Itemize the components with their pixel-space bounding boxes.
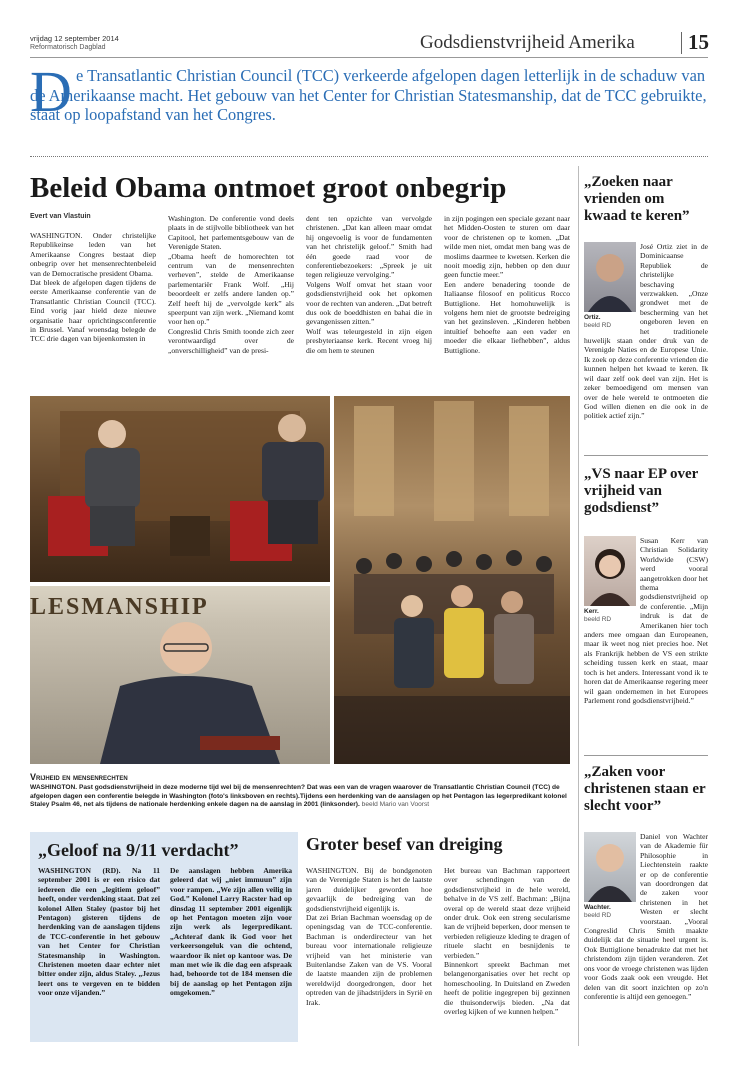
threat-headline: Groter besef van dreiging bbox=[306, 834, 503, 854]
sidebar-divider bbox=[578, 166, 579, 1046]
box-911-col2: De aanslagen hebben Amerika geleerd dat wij „niet immuun” zijn voor rampen. „We zijn allen veilig in God.” Kolonel Larry Racster had op dinsdag 11 september 2001 eigenlijk op het Pentagon moeten zijn voor zijn werk als legerpredikant. „Achteraf dank ik God voor het verkeersongeluk van die ochtend, waardoor ik niet op kantoor was. De man met wie ik die dag een afspraak had, behoorde tot de 184 mensen die bij de aanslag op het Pentagon zijn omgekomen.” bbox=[170, 866, 292, 998]
audience-illustration bbox=[334, 396, 570, 764]
kerr-credit: beeld RD bbox=[584, 616, 612, 623]
wachter-credit: beeld RD bbox=[584, 912, 612, 919]
threat-col2: Het bureau van Bachman rapporteert over schendingen van de godsdienstvrijheid in de hele wereld, behalve in de VS zelf. Bachman: „Bijna overal op de wereld staat deze vrijheid onder druk. Ook een streng secularisme kan de vrijheid beperken, door mensen te verbieden religieuze kleding te dragen of rituele slacht en besnijdenis te verbieden.” Binnenkort spreekt Bachman met belangenorganisaties over het recht op homeschooling. In Duitsland en Zweden heeft de politie ingegrepen bij gezinnen die thuisonderwijs bieden. „Na dat overleg kijken of we kunnen helpen.” bbox=[444, 866, 570, 1017]
section-title: Godsdienstvrijheid Amerika bbox=[420, 32, 635, 53]
caption-title: Vrijheid en mensenrechten bbox=[30, 772, 128, 782]
main-article-col3: dent ten opzichte van vervolgde christenen. „Dat kan alleen maar omdat hij ongevoelig is voor de fundamenten van het christelijk geloof.” Smith had één goede raad voor de conferentiebezoekers: „Spreek je uit tegen religieuze vervolging.” Volgens Wolf omvat het staan voor godsdienstvrijheid ook het opkomen voor de rechten van anderen. „Dat betreft dus ook de boeddhisten en bahai die in gevangenissen zitten.” Wolf was teleurgesteld in zijn eigen presbyteriaanse kerk. Recent vroeg hij die om hem te steunen bbox=[306, 214, 432, 355]
byline: Evert van Vlastuin bbox=[30, 213, 91, 220]
header-date: vrijdag 12 september 2014 bbox=[30, 34, 119, 43]
staley-illustration bbox=[30, 586, 330, 764]
header-divider bbox=[681, 32, 682, 54]
float-spacer bbox=[584, 242, 640, 328]
kerr-label: Kerr. bbox=[584, 608, 599, 615]
sidebar-text-2-body: Susan Kerr van Christian Solidarity Worldwide (CSW) werd vooral aangetrokken door het thema godsdienstvrijheid op de conferentie. „Mijn indruk is dat de Amerikanen hier toch anders mee omgaan dan Europeanen, maar ik weet nog niet precies hoe. Net als Frankrijk hebben de VS een strikte scheiding tussen kerk en staat, maar toch is het anders. Interessant vond ik te horen dat de Amerikaanse regering meer wil gaan ondernemen in het Europees Parlement rond godsdienstvrijheid.” bbox=[584, 536, 708, 705]
page-number: 15 bbox=[688, 30, 709, 54]
sidebar-headline-3: „Zaken voor christenen staan er slecht voor” bbox=[584, 764, 706, 814]
ortiz-credit: beeld RD bbox=[584, 322, 612, 329]
photo-staley bbox=[30, 586, 330, 764]
caption bbox=[30, 784, 570, 810]
main-article-col4: in zijn pogingen een speciale gezant naar het Midden-Oosten te sturen om daar voor de christenen op te komen. „Dat wilde men niet, omdat men bang was de moslims daarmee te kwetsen. Kerken die nooit moedig zijn, hebben op den duur geen functie meer.” Een andere benadering toonde de Italiaanse filosoof en politicus Rocco Buttiglione. Het homohuwelijk is volgens hem niet de grootste bedreiging van het gezinsleven. „Kinderen hebben intuïtief behoefte aan een vader en moeder die elkaar liefhebben”, aldus Buttiglione. bbox=[444, 214, 570, 355]
header-paper: Reformatorisch Dagblad bbox=[30, 44, 106, 51]
intro-rule bbox=[30, 156, 708, 157]
intro bbox=[30, 59, 710, 146]
sidebar-headline-1: „Zoeken naar vrienden om kwaad te keren” bbox=[584, 174, 690, 224]
sidebar-text-1 bbox=[584, 242, 708, 438]
float-spacer bbox=[584, 832, 640, 926]
box-911-col1: WASHINGTON (RD). Na 11 september 2001 is er een risico dat iedereen die een „legitiem geloof” heeft, onder verdenking staat. Dat zei kolonel Allen Staley (pastor bij het Pentagon) gisteren tijdens de herdenking van de aanslagen tijdens de TCC-conferentie in het gebouw van het Center for Christian Statesmanship in Washington. Christenen moeten daar echter niet bitter onder zijn, aldus Staley. „Jezus leert ons te vergeven en te bidden voor onze vijanden.” bbox=[38, 866, 160, 998]
main-headline: Beleid Obama ontmoet groot onbegrip bbox=[30, 172, 507, 204]
box-911 bbox=[30, 832, 298, 1042]
sidebar-text-3 bbox=[584, 832, 708, 1046]
float-spacer bbox=[584, 536, 640, 630]
sidebar-rule-2 bbox=[584, 755, 708, 756]
sidebar-text-2 bbox=[584, 536, 708, 748]
ortiz-label: Ortiz. bbox=[584, 314, 601, 321]
caption-text: WASHINGTON. Past godsdienstvrijheid in deze moderne tijd wel bij de mensenrechten? Dat was een van de vragen waarover de Transatlantic Christian Council (TCC) de afgelopen dagen een conferentie belegde in Washington (foto's linksboven en rechts).Tijdens een herdenking van de aanslagen op het Pentagon las legerpredikant kolonel Staley Psalm 46, net als tijdens de nationale herdenking enkele dagen na de aanslag in 2001 (linksonder). bbox=[30, 784, 567, 809]
sidebar-headline-2: „VS naar EP over vrijheid van godsdienst” bbox=[584, 466, 699, 516]
wachter-label: Wachter. bbox=[584, 904, 611, 911]
box-911-headline: „Geloof na 9/11 verdacht” bbox=[38, 840, 239, 860]
main-article-col2: Washington. De conferentie vond deels plaats in de stijlvolle bibliotheek van het Capitool, het parlementsgebouw van de Verenigde Staten. „Obama heeft de homorechten tot centrum van de mensenrechten verheven”, stelde de Amerikaanse parlementariër Frank Wolf. „Hij beoordeelt er zelfs andere landen op.” Zelf heeft hij de „vervolgde kerk” als speerpunt van zijn werk. „Niemand komt voor hen op.” Congreslid Chris Smith toonde zich zeer verontwaardigd over de „onverschilligheid” van de presi- bbox=[168, 214, 294, 355]
sidebar-rule-1 bbox=[584, 455, 708, 456]
header-rule bbox=[30, 57, 708, 58]
intro-dropcap: D bbox=[30, 59, 72, 124]
sidebar-text-3-body: Daniel von Wachter van de Akademie für Philosophie in Liechtenstein raakte er op de conferentie van doordrongen dat de zaken voor christenen in het Westen er slecht voorstaan. „Vooral Congreslid Chris Smith maakte duidelijk dat de situatie heel urgent is. Ook Buttiglione benadrukte dat met het christendom zijn tijden veranderen. Zet ons voor de vroege christenen was lijden voor Gods zaak ook een vreugde. Het delen van dit soort inzichten op zo'n conferentie is altijd een genoegen.” bbox=[584, 832, 708, 1001]
photo-conference-audience bbox=[334, 396, 570, 764]
photo-banner-text: LESMANSHIP bbox=[30, 594, 209, 620]
intro-text: e Transatlantic Christian Council (TCC) verkeerde afgelopen dagen letterlijk in de schaduw van de Amerikaanse macht. Het gebouw van het Center for Christian Statesmanship, dat de TCC gebruikte, staat op loopafstand van het Congres. bbox=[30, 66, 707, 125]
photo-panel-discussion bbox=[30, 396, 330, 582]
caption-credit: beeld Mario van Voorst bbox=[361, 801, 430, 809]
main-article-col1: WASHINGTON. Onder christelijke Republikeinse leden van het Amerikaanse Congres bestaat diep onbegrip over het mensenrechtenbeleid van de Democratische president Obama. Dat bleek de afgelopen dagen tijdens de eerste Amerikaanse conferentie van de Transatlantic Christian Council (TCC). Eind vorig jaar hield deze nieuwe organisatie haar oprichtingsconferentie in Brussel. Vanaf woensdag belegde de TCC drie dagen van bijeenkomsten in bbox=[30, 231, 156, 344]
sidebar-text-1-body: José Ortiz ziet in de Dominicaanse Republiek de christelijke beschaving verzwakken. „Onze grondwet met de bescherming van het ongeboren leven en het traditionele huwelijk staan onder druk van de Verenigde Naties en de Europese Unie. Ik zoek op deze conferentie vrienden die kunnen helpen het kwaad te keren. Ik wil daar zelf ook deel van zijn. Het is zeker bemoedigend om mensen van over de hele wereld te ontmoeten die God willen dienen en die ook in de politiek actief zijn.” bbox=[584, 242, 708, 421]
panel-discussion-illustration bbox=[30, 396, 330, 582]
threat-col1: WASHINGTON. Bij de bondgenoten van de Verenigde Staten is het de laatste jaren duidelijker geworden hoe gevaarlijk de bedreiging van de godsdienstvrijheid eigenlijk is. Dat zei Brian Bachman woensdag op de openingsdag van de TCC-conferentie. Bachman is onderdirecteur van het bureau voor internationale religieuze vrijheid van het ministerie van Buitenlandse Zaken van de VS. Vooral de laatste maanden zijn de problemen wereldwijd doorgedrongen, door het optreden van de jihadstrijders in Syrië en Irak. bbox=[306, 866, 432, 1007]
